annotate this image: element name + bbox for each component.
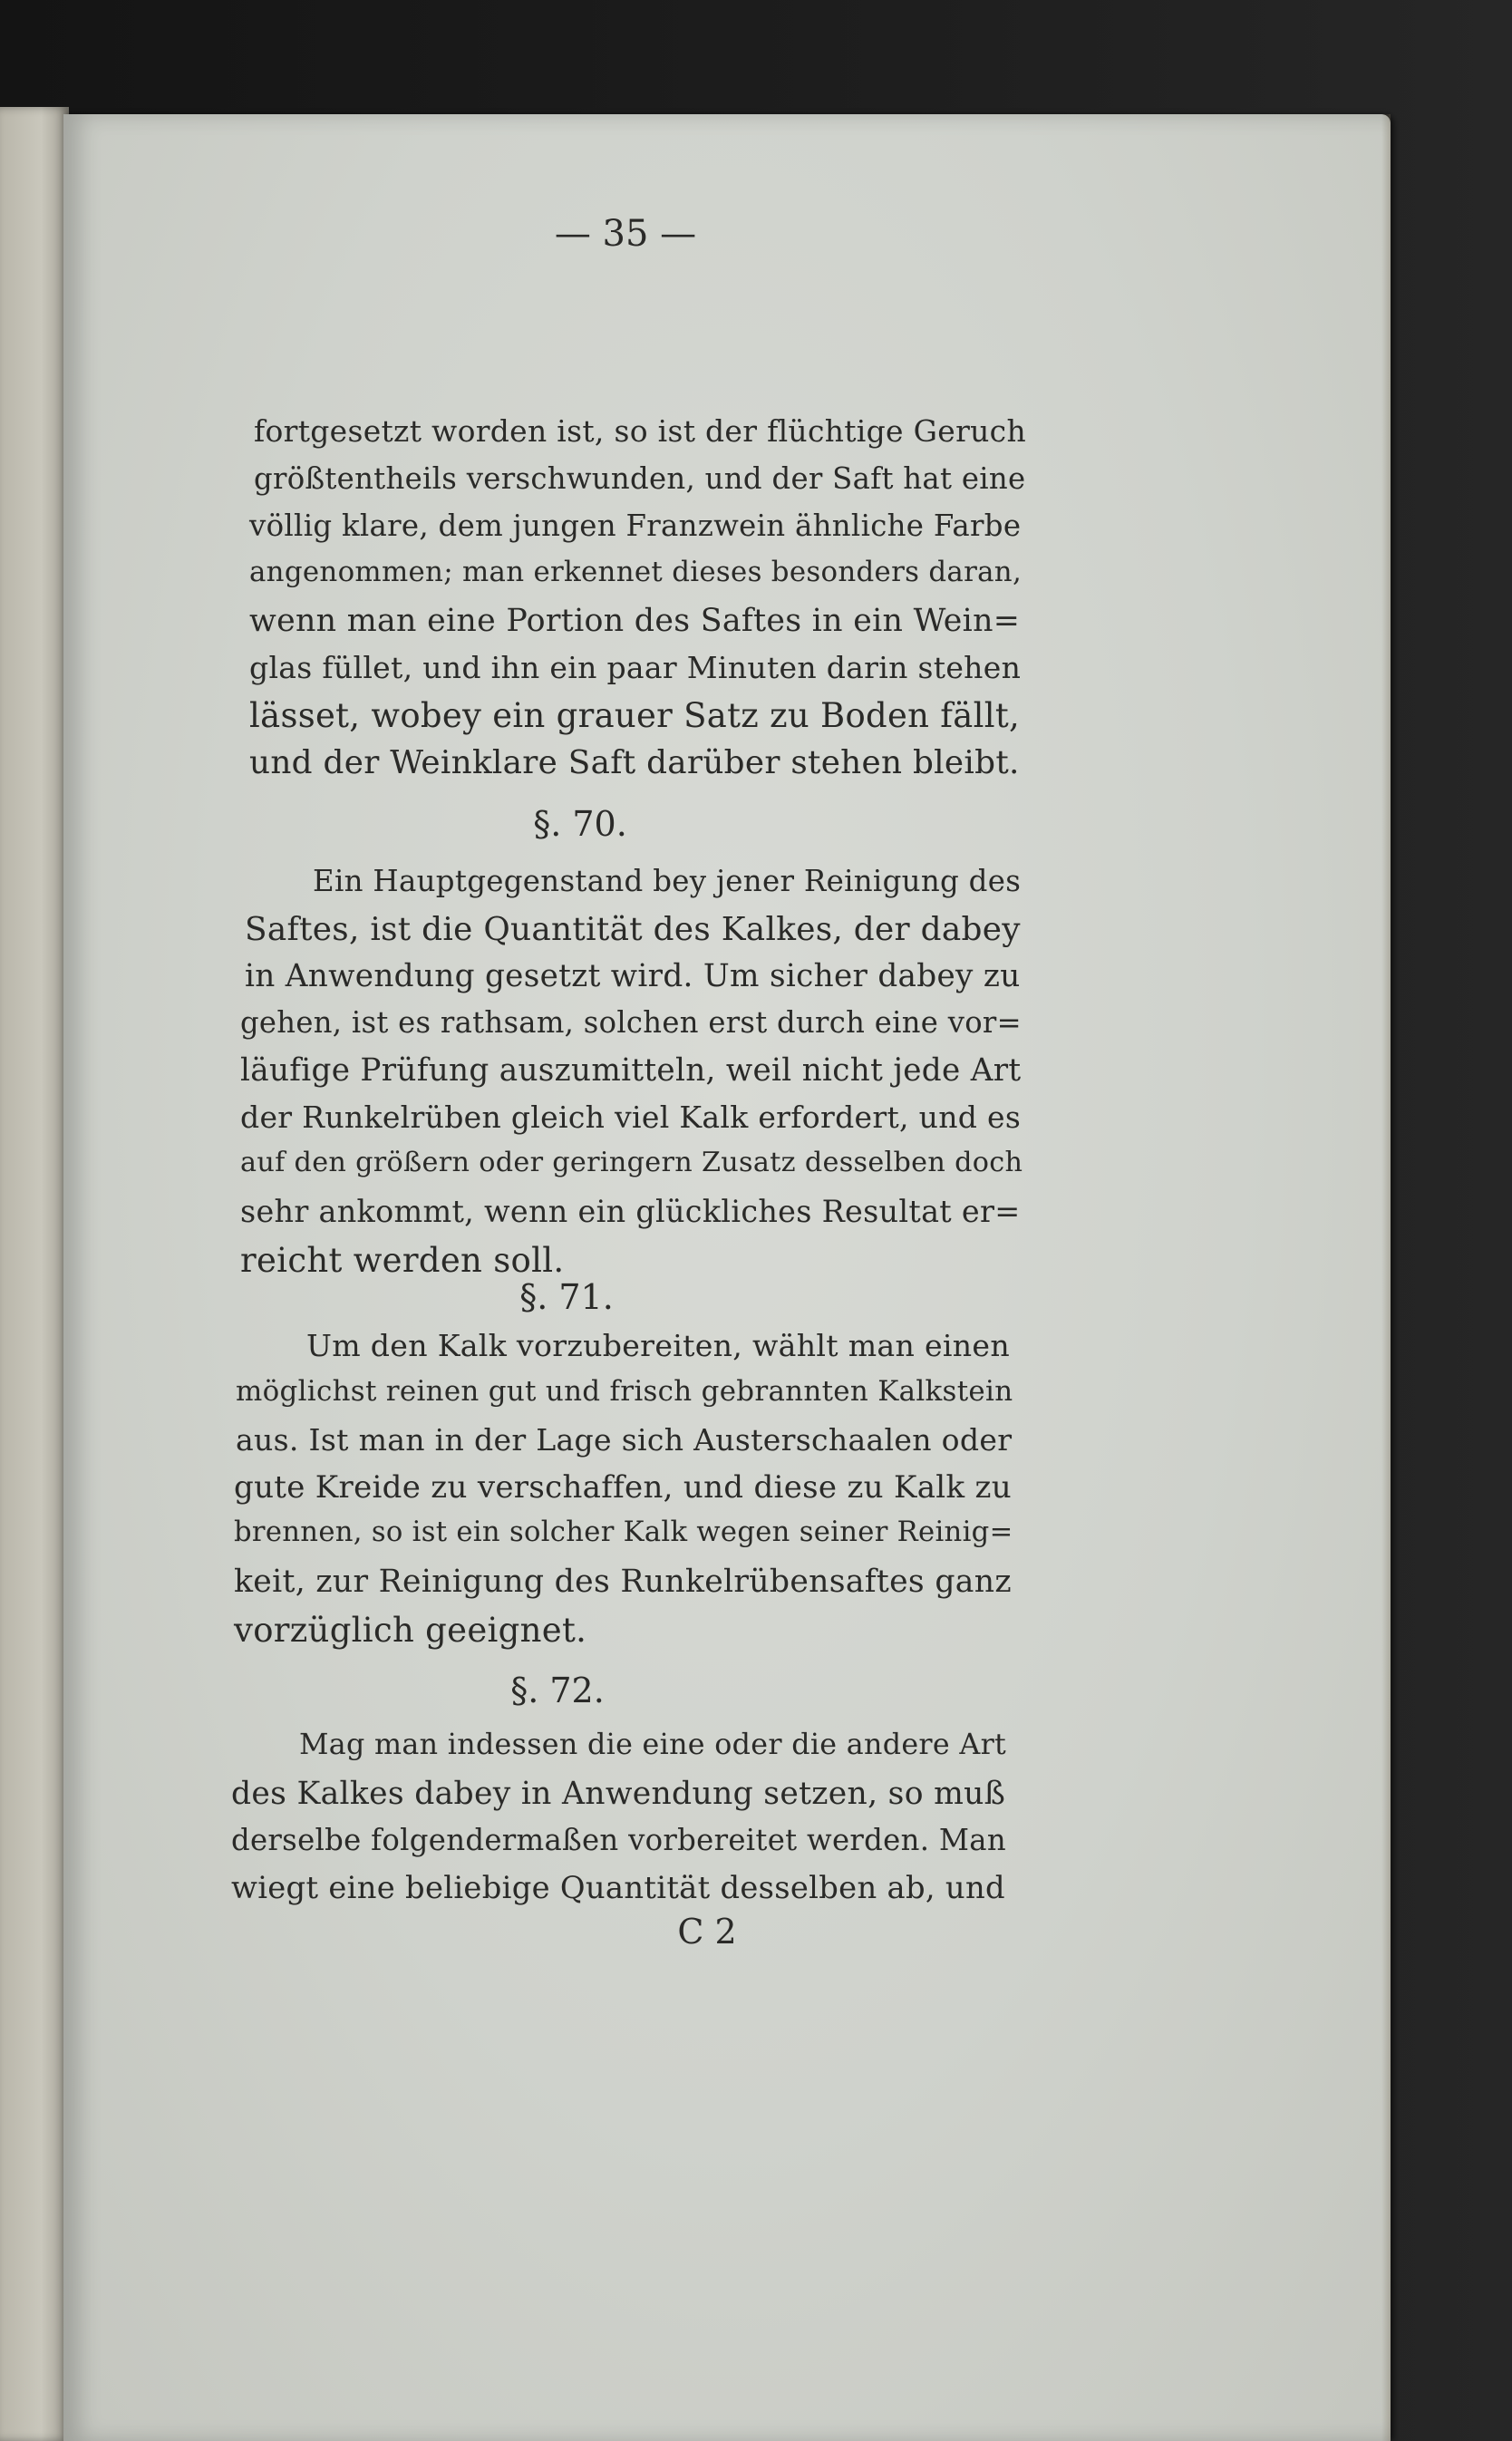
text-line: auf den größern oder geringern Zusatz desselben doch <box>240 1147 1023 1178</box>
text-line: keit, zur Reinigung des Runkelrübensaftes ganz <box>234 1564 1012 1600</box>
text-line: fortgesetzt worden ist, so ist der flüchtige Geruch <box>254 413 1026 449</box>
text-line: angenommen; man erkennet dieses besonders daran, <box>249 556 1023 588</box>
text-line: in Anwendung gesetzt wird. Um sicher dabey zu <box>245 958 1021 994</box>
text-line: Ein Hauptgegenstand bey jener Reinigung des <box>313 864 1022 898</box>
text-line: reicht werden soll. <box>240 1241 565 1280</box>
page-number: — 35 — <box>554 213 697 255</box>
text-line: der Runkelrüben gleich viel Kalk erfordert, und es <box>240 1099 1022 1135</box>
text-line: sehr ankommt, wenn ein glückliches Resultat er= <box>240 1194 1021 1229</box>
text-line: Mag man indessen die eine oder die andere Art <box>299 1729 1007 1761</box>
text-line: läufige Prüfung auszumitteln, weil nicht jede Art <box>240 1052 1022 1089</box>
text-line: aus. Ist man in der Lage sich Austerschaalen oder <box>236 1422 1013 1458</box>
text-line: derselbe folgendermaßen vorbereitet werden. Man <box>231 1823 1006 1857</box>
text-line: wenn man eine Portion des Saftes in ein Wein= <box>249 603 1021 639</box>
text-line: Um den Kalk vorzubereiten, wählt man einen <box>306 1328 1010 1363</box>
text-line: vorzüglich geeignet. <box>234 1611 587 1650</box>
section-heading: §. 70. <box>533 804 627 844</box>
text-line: und der Weinklare Saft darüber stehen bleibt. <box>249 744 1020 781</box>
text-line: größtentheils verschwunden, und der Saft hat eine <box>254 461 1026 496</box>
section-heading: §. 71. <box>519 1277 614 1317</box>
text-line: lässet, wobey ein grauer Satz zu Boden fällt, <box>249 696 1021 735</box>
text-line: völlig klare, dem jungen Franzwein ähnliche Farbe <box>249 509 1022 543</box>
text-line: Saftes, ist die Quantität des Kalkes, der dabey <box>245 911 1021 948</box>
text-line: glas füllet, und ihn ein paar Minuten darin stehen <box>249 650 1022 685</box>
section-heading: §. 72. <box>510 1671 605 1710</box>
text-line: möglichst reinen gut und frisch gebrannten Kalkstein <box>236 1375 1013 1408</box>
text-line: gehen, ist es rathsam, solchen erst durch eine vor= <box>240 1005 1022 1040</box>
left-page-edge <box>0 107 69 2441</box>
text-line: gute Kreide zu verschaffen, und diese zu Kalk zu <box>234 1469 1012 1506</box>
text-line: brennen, so ist ein solcher Kalk wegen seiner Reinig= <box>234 1516 1013 1548</box>
text-line: wiegt eine beliebige Quantität desselben ab, und <box>231 1870 1005 1905</box>
signature-mark: C 2 <box>677 1912 737 1952</box>
text-line: des Kalkes dabey in Anwendung setzen, so muß <box>231 1776 1006 1812</box>
page-edge-shadow <box>1381 114 1391 2441</box>
